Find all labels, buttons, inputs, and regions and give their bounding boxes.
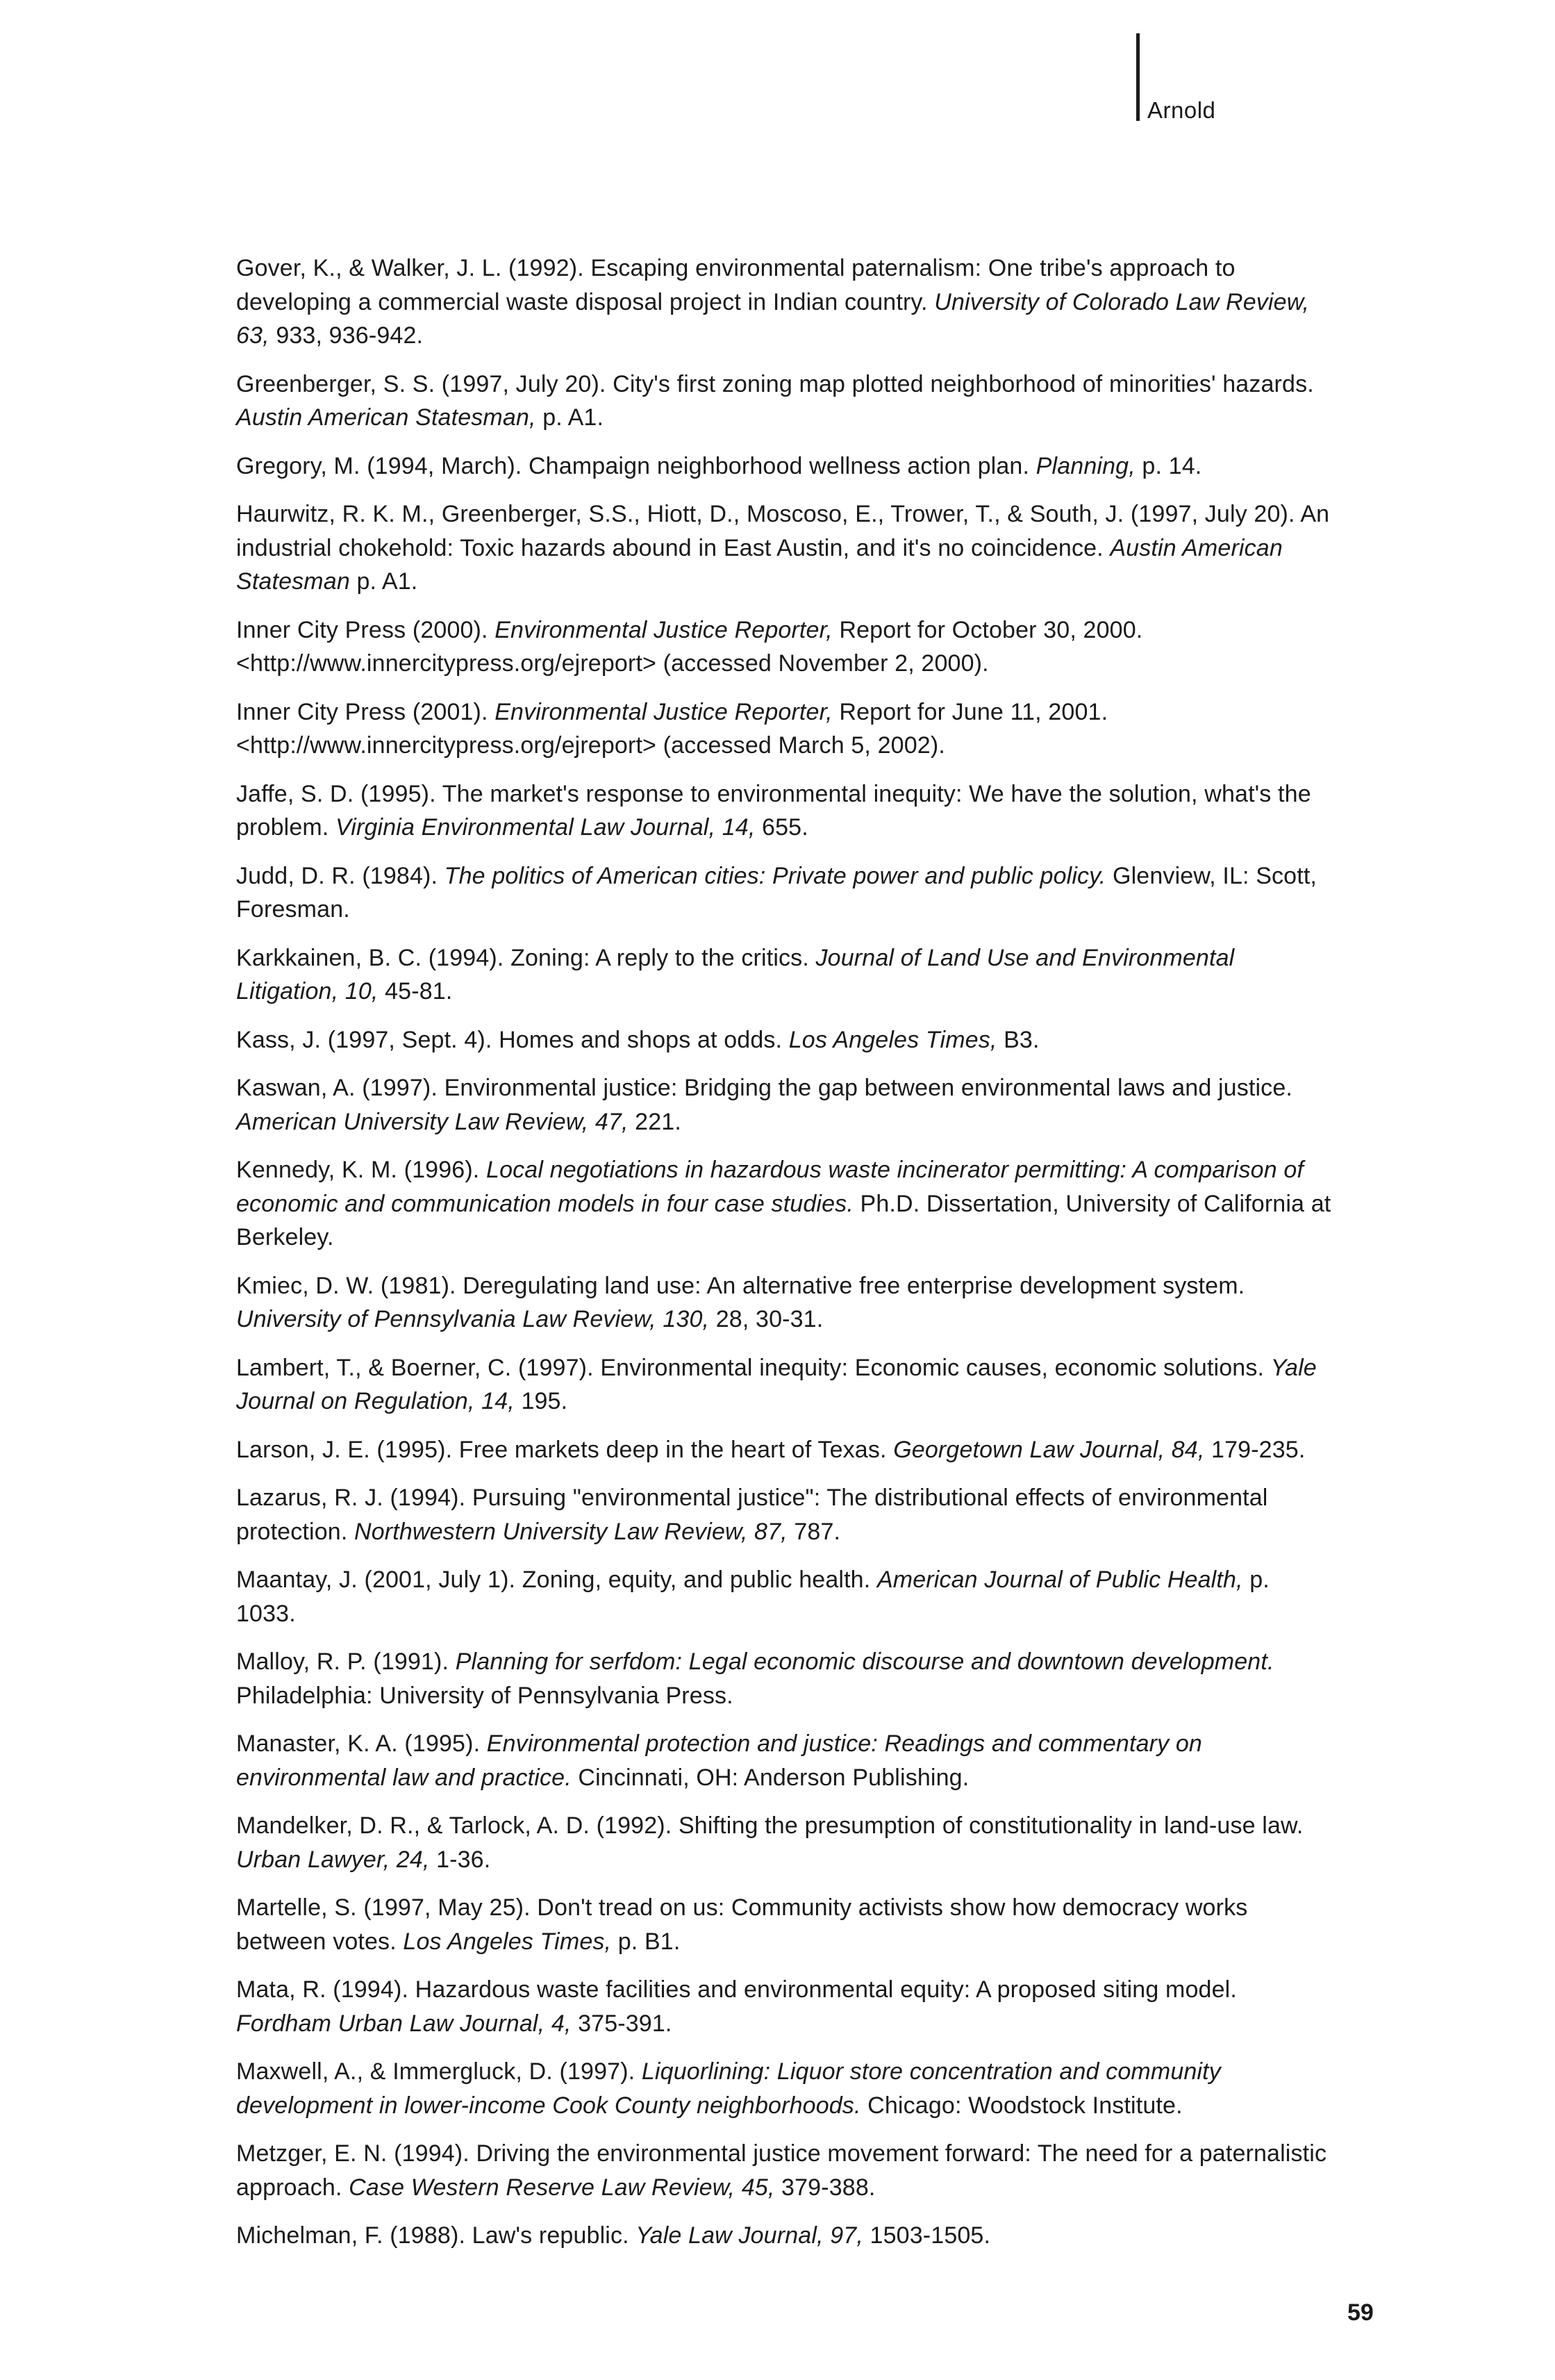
reference-text: Jaffe, S. D. (1995). The market's response to environmental inequity: We have the solution, what's the problem. (236, 780, 1311, 841)
reference-text: 179-235. (1204, 1436, 1306, 1463)
reference-source: Northwestern University Law Review, 87, (354, 1518, 788, 1545)
header-rule (1136, 33, 1140, 121)
reference-item (236, 251, 1333, 353)
reference-text: 933, 936-942. (269, 322, 424, 349)
reference-text: Karkkainen, B. C. (1994). Zoning: A reply to the critics. (236, 944, 816, 971)
reference-text: Martelle, S. (1997, May 25). Don't tread on us: Community activists show how democracy works between votes. (236, 1894, 1248, 1955)
reference-text: Ph.D. Dissertation, University of California at Berkeley. (236, 1190, 1331, 1250)
reference-list (236, 251, 1333, 2267)
reference-item (236, 1973, 1333, 2040)
reference-item (236, 1891, 1333, 1958)
reference-text: Maantay, J. (2001, July 1). Zoning, equity, and public health. (236, 1567, 877, 1593)
reference-text: Lazarus, R. J. (1994). Pursuing "environmental justice": The distributional effects of environmental protection. (236, 1485, 1268, 1545)
reference-item (236, 1645, 1333, 1712)
reference-text: Kaswan, A. (1997). Environmental justice: Bridging the gap between environmental laws and justice. (236, 1075, 1292, 1101)
reference-item (236, 613, 1333, 681)
reference-text: B3. (997, 1026, 1040, 1053)
reference-text: p. B1. (611, 1928, 681, 1955)
reference-item (236, 941, 1333, 1009)
reference-text: Malloy, R. P. (1991). (236, 1648, 456, 1675)
reference-text: Mata, R. (1994). Hazardous waste facilities and environmental equity: A proposed siting model. (236, 1976, 1237, 2003)
reference-item (236, 1071, 1333, 1139)
reference-text: Metzger, E. N. (1994). Driving the environmental justice movement forward: The need for a paternalistic approach. (236, 2140, 1327, 2201)
reference-text: 375-391. (571, 2010, 672, 2037)
reference-text: 28, 30-31. (709, 1306, 824, 1332)
reference-text: Lambert, T., & Boerner, C. (1997). Environmental inequity: Economic causes, economic solutions. (236, 1354, 1271, 1381)
reference-item (236, 777, 1333, 845)
reference-item (236, 2137, 1333, 2204)
reference-source: Case Western Reserve Law Review, 45, (349, 2174, 775, 2201)
reference-text: Cincinnati, OH: Anderson Publishing. (571, 1764, 970, 1791)
reference-source: American Journal of Public Health, (876, 1567, 1243, 1593)
reference-text: Haurwitz, R. K. M., Greenberger, S.S., Hiott, D., Moscoso, E., Trower, T., & South, J. (1997, July 20). An industrial chokehold: Toxic hazards abound in East Austin, and it's no coincidence. (236, 501, 1330, 561)
reference-text: Greenberger, S. S. (1997, July 20). City's first zoning map plotted neighborhood of minorities' hazards. (236, 370, 1314, 397)
reference-source: American University Law Review, 47, (236, 1108, 629, 1135)
reference-item (236, 859, 1333, 927)
reference-text: Gregory, M. (1994, March). Champaign neighborhood wellness action plan. (236, 452, 1036, 479)
reference-text: 45-81. (378, 978, 453, 1005)
reference-source: Liquorlining: Liquor store concentration and community development in lower-income Cook County neighborhoods. (236, 2058, 1221, 2119)
reference-text: 195. (514, 1388, 568, 1414)
reference-source: Yale Law Journal, 97, (635, 2222, 863, 2249)
reference-item (236, 1727, 1333, 1794)
reference-source: Fordham Urban Law Journal, 4, (236, 2010, 572, 2037)
reference-text: Larson, J. E. (1995). Free markets deep in the heart of Texas. (236, 1436, 894, 1463)
reference-text: Kass, J. (1997, Sept. 4). Homes and shops at odds. (236, 1026, 789, 1053)
reference-text: Gover, K., & Walker, J. L. (1992). Escaping environmental paternalism: One tribe's approach to developing a commercial waste disposal project in Indian country. (236, 255, 1236, 315)
reference-source: Local negotiations in hazardous waste incinerator permitting: A comparison of economic and communication models in four case studies. (236, 1157, 1304, 1217)
reference-text: Maxwell, A., & Immergluck, D. (1997). (236, 2058, 642, 2085)
reference-source: Environmental protection and justice: Readings and commentary on environmental law and practice. (236, 1730, 1202, 1791)
reference-source: Austin American Statesman, (236, 404, 536, 431)
reference-text: 655. (755, 814, 808, 841)
reference-source: Environmental Justice Reporter, (494, 698, 833, 725)
reference-text: Manaster, K. A. (1995). (236, 1730, 487, 1757)
reference-text: 1-36. (429, 1846, 491, 1873)
reference-source: Virginia Environmental Law Journal, 14, (335, 814, 756, 841)
reference-text: Inner City Press (2001). (236, 698, 495, 725)
running-head: Arnold (1147, 97, 1216, 123)
reference-text: p. A1. (535, 404, 604, 431)
reference-source: Urban Lawyer, 24, (236, 1846, 430, 1873)
reference-text: p. A1. (349, 568, 418, 595)
reference-item (236, 1563, 1333, 1630)
reference-text: Mandelker, D. R., & Tarlock, A. D. (1992). Shifting the presumption of constitutionality in land-use law. (236, 1812, 1304, 1839)
reference-item (236, 1433, 1333, 1467)
reference-text: Kmiec, D. W. (1981). Deregulating land use: An alternative free enterprise development system. (236, 1272, 1245, 1299)
reference-item (236, 1809, 1333, 1876)
reference-text: 787. (787, 1518, 841, 1545)
reference-source: The politics of American cities: Private power and public policy. (444, 862, 1106, 889)
reference-item (236, 449, 1333, 484)
reference-item (236, 2219, 1333, 2253)
reference-source: Planning, (1036, 452, 1136, 479)
reference-source: Yale Journal on Regulation, 14, (236, 1354, 1317, 1414)
reference-source: University of Colorado Law Review, 63, (236, 288, 1310, 349)
reference-item (236, 1023, 1333, 1057)
reference-item (236, 367, 1333, 435)
reference-text: Inner City Press (2000). (236, 616, 495, 643)
reference-item (236, 1351, 1333, 1419)
reference-text: Report for June 11, 2001. <http://www.innercitypress.org/ejreport> (accessed March 5, 2002). (236, 698, 1108, 759)
reference-item (236, 1153, 1333, 1255)
reference-source: University of Pennsylvania Law Review, 130, (236, 1306, 710, 1332)
reference-item (236, 1481, 1333, 1548)
reference-source: Los Angeles Times, (788, 1026, 997, 1053)
page-number: 59 (1347, 2299, 1374, 2326)
reference-text: p. 1033. (236, 1567, 1270, 1627)
reference-text: 221. (628, 1108, 681, 1135)
reference-text: Philadelphia: University of Pennsylvania Press. (236, 1682, 733, 1709)
reference-item (236, 2055, 1333, 2122)
reference-item (236, 1269, 1333, 1337)
reference-text: Michelman, F. (1988). Law's republic. (236, 2222, 636, 2249)
reference-item (236, 497, 1333, 599)
reference-source: Georgetown Law Journal, 84, (893, 1436, 1205, 1463)
reference-source: Planning for serfdom: Legal economic discourse and downtown development. (455, 1648, 1274, 1675)
reference-text: Report for October 30, 2000. <http://www.innercitypress.org/ejreport> (accessed November 2, 2000). (236, 616, 1143, 677)
reference-text: Glenview, IL: Scott, Foresman. (236, 862, 1317, 923)
reference-source: Journal of Land Use and Environmental Litigation, 10, (236, 944, 1235, 1005)
reference-source: Environmental Justice Reporter, (494, 616, 833, 643)
reference-source: Los Angeles Times, (403, 1928, 612, 1955)
reference-source: Austin American Statesman (236, 534, 1283, 595)
reference-text: 1503-1505. (863, 2222, 991, 2249)
reference-text: Judd, D. R. (1984). (236, 862, 444, 889)
reference-text: 379-388. (774, 2174, 876, 2201)
reference-text: p. 14. (1135, 452, 1202, 479)
reference-text: Kennedy, K. M. (1996). (236, 1157, 487, 1183)
reference-text: Chicago: Woodstock Institute. (860, 2092, 1183, 2119)
reference-item (236, 695, 1333, 763)
